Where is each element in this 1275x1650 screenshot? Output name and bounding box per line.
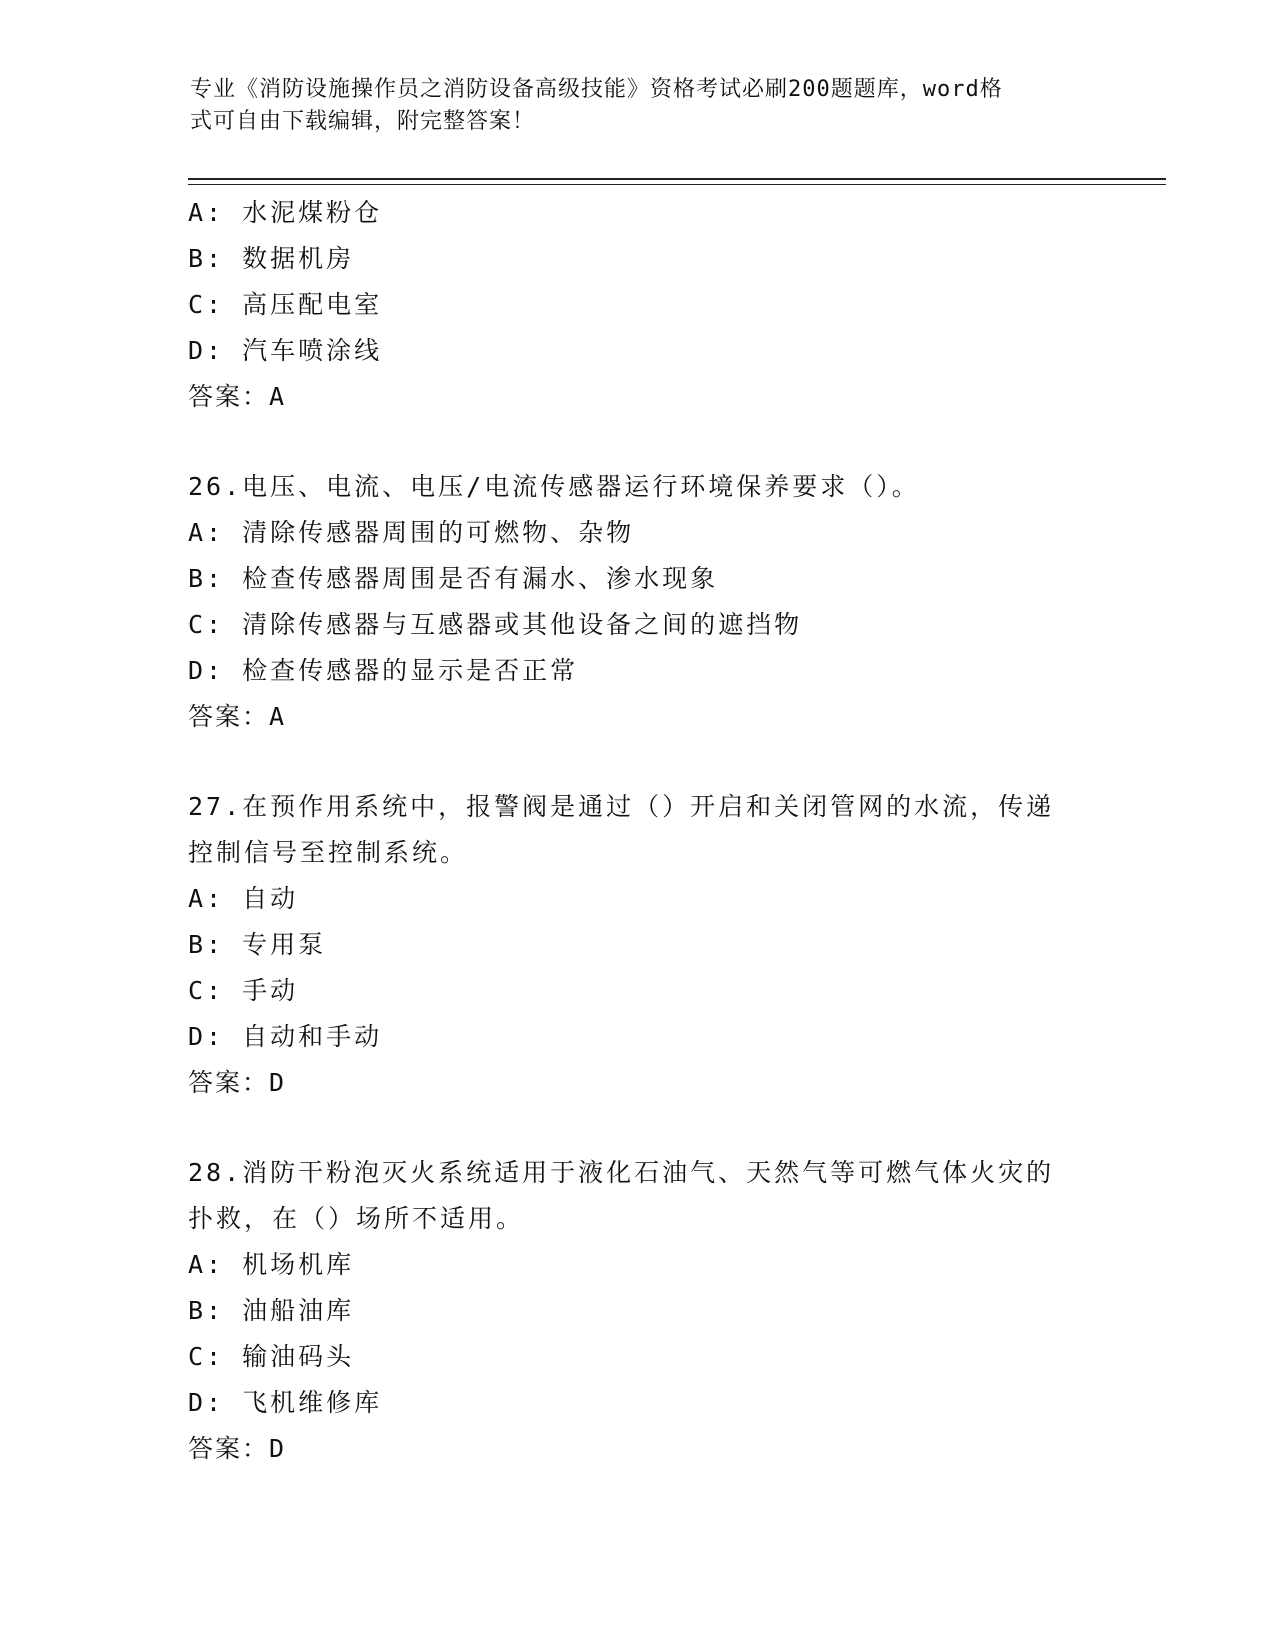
question-text-line: 扑救，在（）场所不适用。 bbox=[188, 1204, 525, 1233]
option-a: A: 机场机库 bbox=[188, 1250, 355, 1279]
option-d: D: 检查传感器的显示是否正常 bbox=[188, 656, 579, 685]
block-spacer bbox=[188, 420, 1088, 464]
question-text-line: 28.消防干粉泡灭火系统适用于液化石油气、天然气等可燃气体火灾的 bbox=[188, 1158, 1055, 1187]
answer-text: 答案：D bbox=[188, 1434, 287, 1463]
block-spacer bbox=[188, 740, 1088, 784]
question-text-line: 27.在预作用系统中，报警阀是通过（）开启和关闭管网的水流，传递 bbox=[188, 792, 1055, 821]
header-line-1: 专业《消防设施操作员之消防设备高级技能》资格考试必刷200题题库，word格 bbox=[190, 77, 1003, 102]
header-divider-thick bbox=[188, 178, 1166, 180]
option-b: B: 专用泵 bbox=[188, 930, 327, 959]
question-block-25 bbox=[188, 190, 1088, 420]
header-divider-thin bbox=[188, 184, 1166, 185]
answer-text: 答案：A bbox=[188, 382, 287, 411]
answer-text: 答案：A bbox=[188, 702, 287, 731]
question-content bbox=[188, 190, 1088, 1472]
question-text-line: 控制信号至控制系统。 bbox=[188, 838, 469, 867]
question-text-line: 26.电压、电流、电压/电流传感器运行环境保养要求（）。 bbox=[188, 472, 920, 501]
question-block-28 bbox=[188, 1150, 1088, 1472]
question-block-27 bbox=[188, 784, 1088, 1106]
option-b: B: 油船油库 bbox=[188, 1296, 355, 1325]
block-spacer bbox=[188, 1106, 1088, 1150]
option-c: C: 高压配电室 bbox=[188, 290, 383, 319]
option-b: B: 检查传感器周围是否有漏水、渗水现象 bbox=[188, 564, 719, 593]
header-line-2: 式可自由下载编辑，附完整答案！ bbox=[190, 109, 536, 134]
option-d: D: 汽车喷涂线 bbox=[188, 336, 383, 365]
option-c: C: 清除传感器与互感器或其他设备之间的遮挡物 bbox=[188, 610, 803, 639]
option-c: C: 输油码头 bbox=[188, 1342, 355, 1371]
option-d: D: 飞机维修库 bbox=[188, 1388, 383, 1417]
option-b: B: 数据机房 bbox=[188, 244, 355, 273]
option-a: A: 清除传感器周围的可燃物、杂物 bbox=[188, 518, 635, 547]
option-c: C: 手动 bbox=[188, 976, 299, 1005]
option-a: A: 自动 bbox=[188, 884, 299, 913]
document-header bbox=[190, 74, 1070, 138]
option-d: D: 自动和手动 bbox=[188, 1022, 383, 1051]
answer-text: 答案：D bbox=[188, 1068, 287, 1097]
question-block-26 bbox=[188, 464, 1088, 740]
option-a: A: 水泥煤粉仓 bbox=[188, 198, 383, 227]
